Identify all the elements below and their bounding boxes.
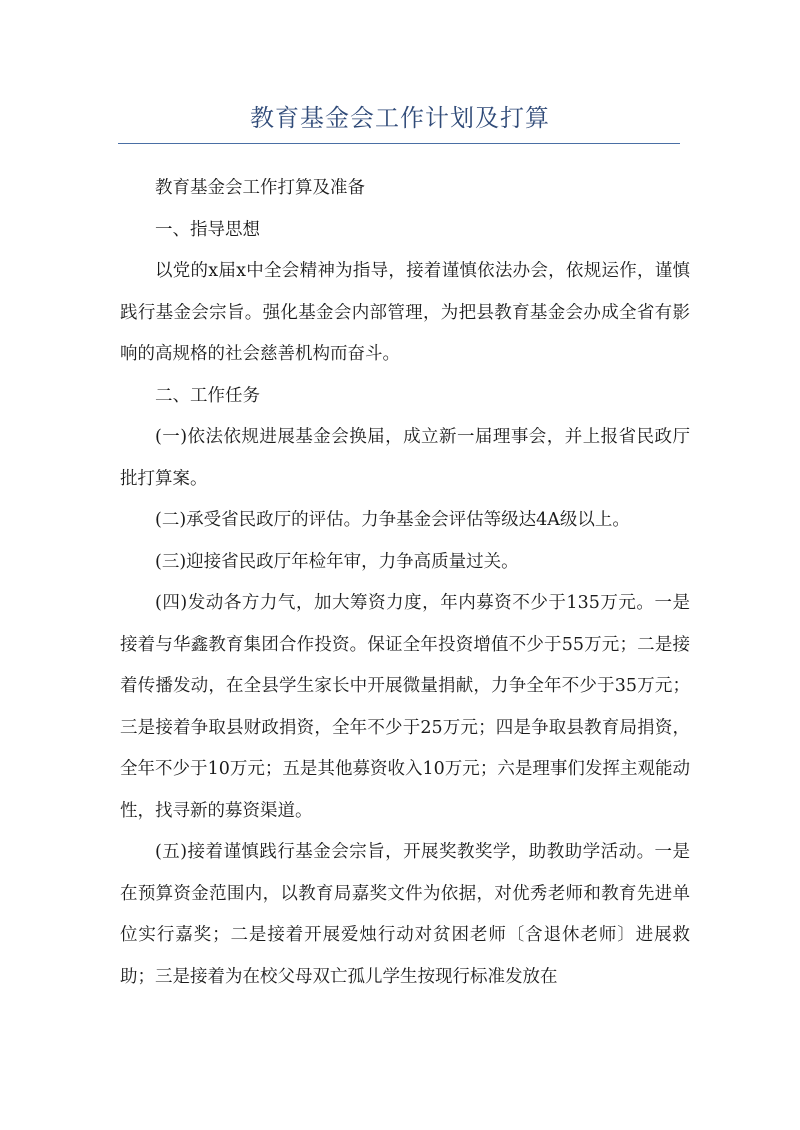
subtitle: 教育基金会工作打算及准备 bbox=[155, 178, 365, 198]
paragraph-guiding: 以党的x届x中全会精神为指导，接着谨慎依法办会，依规运作，谨慎践行基金会宗旨。强化基金会内部管理，为把县教育基金会办成全省有影响的高规格的社会慈善机构而奋斗。 bbox=[120, 261, 690, 364]
task-item-3: (三)迎接省民政厅年检年审，力争高质量过关。 bbox=[155, 551, 519, 572]
section-heading-2: 二、工作任务 bbox=[155, 385, 260, 406]
task-item-2: (二)承受省民政厅的评估。力争基金会评估等级达4A级以上。 bbox=[155, 510, 630, 530]
task-item-4: (四)发动各方力气，加大筹资力度，年内募资不少于135万元。一是接着与华鑫教育集团合作投资。保证全年投资增值不少于55万元；二是接着传播发动，在全县学生家长中开展微量捐献，力争全年不少于35万元；三是接着争取县财政捐资，全年不少于25万元；四是争取县教育局捐资，全年不少于10万元；五是其他募资收入10万元；六是理事们发挥主观能动性，找寻新的募资渠道。 bbox=[120, 593, 690, 821]
task-item-1: (一)依法依规进展基金会换届，成立新一届理事会，并上报省民政厅批打算案。 bbox=[120, 427, 690, 489]
title-divider bbox=[118, 143, 680, 144]
document-body bbox=[120, 168, 690, 998]
task-item-5: (五)接着谨慎践行基金会宗旨，开展奖教奖学，助教助学活动。一是在预算资金范围内，以教育局嘉奖文件为依据，对优秀老师和教育先进单位实行嘉奖；二是接着开展爱烛行动对贫困老师〔含退休老师〕进展救助；三是接着为在校父母双亡孤儿学生按现行标准发放在 bbox=[120, 842, 690, 987]
document-title: 教育基金会工作计划及打算 bbox=[250, 104, 550, 132]
section-heading-1: 一、指导思想 bbox=[155, 219, 260, 240]
